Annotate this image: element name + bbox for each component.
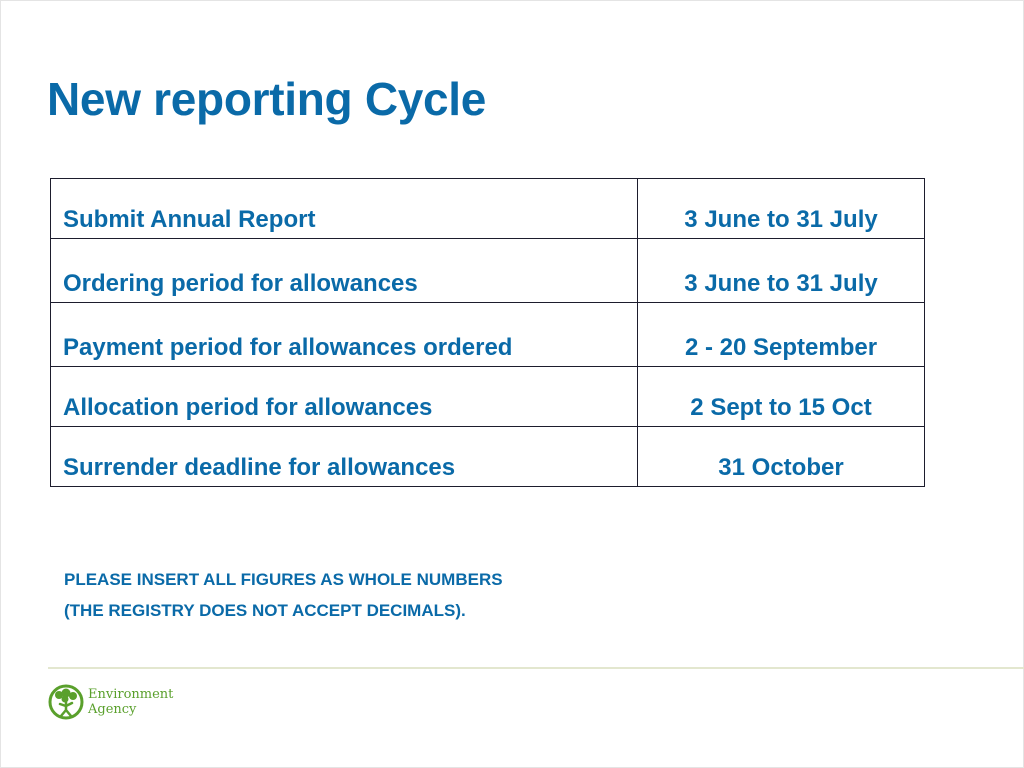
table-row [51, 239, 925, 303]
page-title: New reporting Cycle [47, 73, 487, 125]
period-cell: 2 - 20 September [638, 303, 925, 367]
whole-numbers-note [64, 564, 503, 626]
logo-wordmark [88, 687, 173, 717]
logo-text-line-1: Environment [88, 687, 174, 702]
table-row [51, 303, 925, 367]
logo-text-line-2: Agency [88, 702, 137, 717]
note-line-1: PLEASE INSERT ALL FIGURES AS WHOLE NUMBERS [64, 570, 503, 589]
footer-divider [48, 667, 1024, 669]
activity-cell: Surrender deadline for allowances [51, 427, 638, 487]
activity-cell: Submit Annual Report [51, 179, 638, 239]
note-line-2: (THE REGISTRY DOES NOT ACCEPT DECIMALS). [64, 601, 466, 620]
tree-figure-icon [48, 684, 84, 720]
table-row [51, 427, 925, 487]
activity-cell: Ordering period for allowances [51, 239, 638, 303]
period-cell: 3 June to 31 July [638, 179, 925, 239]
environment-agency-logo [48, 684, 173, 720]
table-row [51, 179, 925, 239]
activity-cell: Allocation period for allowances [51, 367, 638, 427]
period-cell: 31 October [638, 427, 925, 487]
reporting-schedule-table [50, 178, 925, 487]
activity-cell: Payment period for allowances ordered [51, 303, 638, 367]
period-cell: 2 Sept to 15 Oct [638, 367, 925, 427]
table-row [51, 367, 925, 427]
period-cell: 3 June to 31 July [638, 239, 925, 303]
